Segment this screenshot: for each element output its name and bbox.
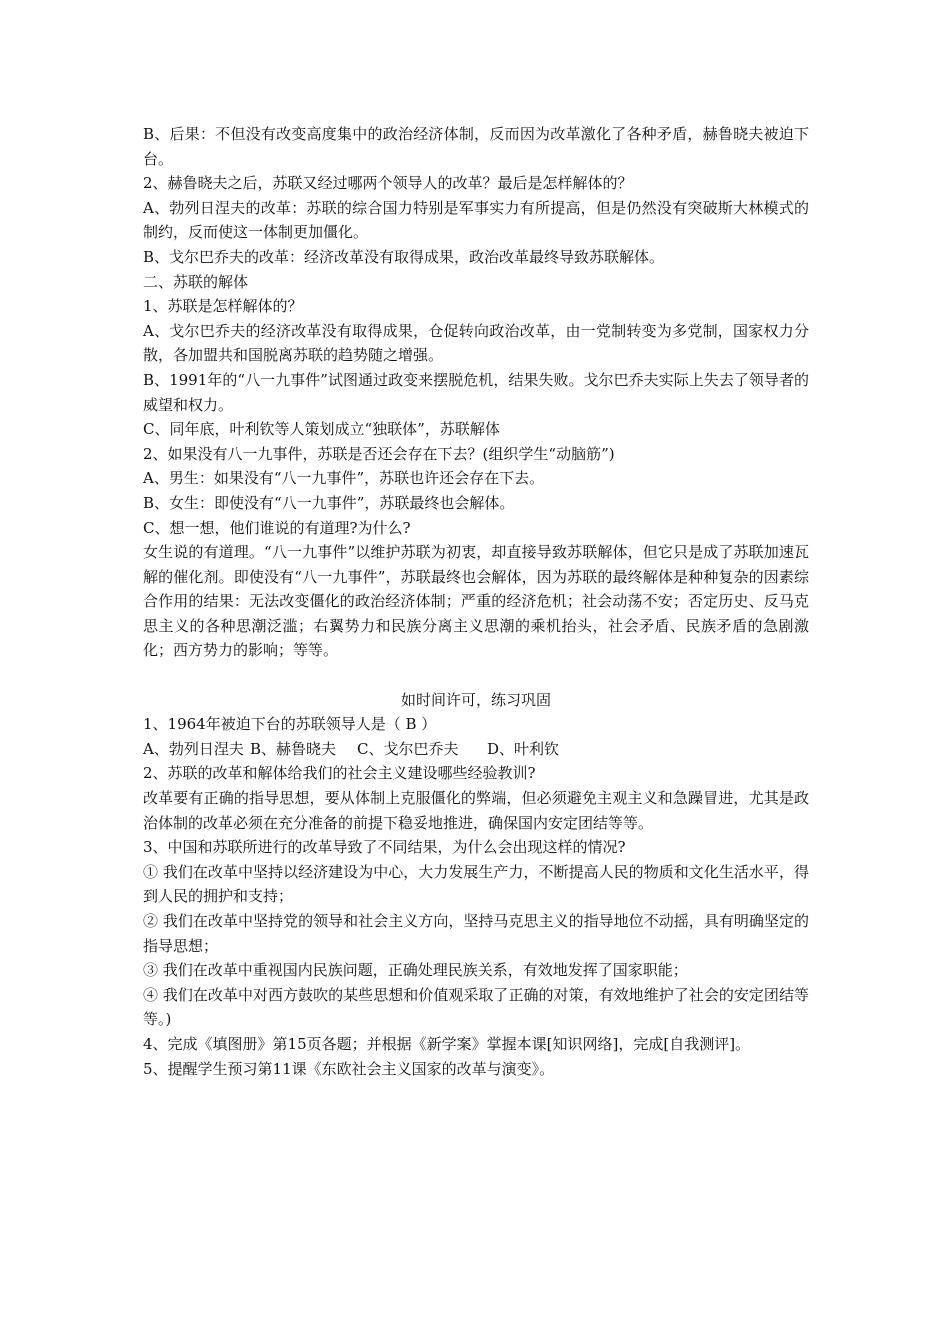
practice-task-5: 5、提醒学生预习第11课《东欧社会主义国家的改革与演变》。 (143, 1059, 555, 1078)
option-c: C、戈尔巴乔夫 (357, 739, 459, 758)
question-1-options (143, 737, 809, 762)
practice-task-4: 4、完成《填图册》第15页各题；并根据《新学案》掌握本课[知识网络]，完成[自我测评]。 (143, 1034, 751, 1053)
option-d: D、叶利钦 (487, 739, 560, 758)
option-b: B、赫鲁晓夫 (250, 739, 337, 758)
practice-answer-3-item-4: ④ 我们在改革中对西方鼓吹的某些思想和价值观采取了正确的对策，有效地维护了社会的安定团结等等。) (143, 985, 809, 1029)
answer-boys: A、男生：如果没有“八一九事件”，苏联也许还会存在下去。 (143, 469, 545, 488)
answer-a-political-reform: A、戈尔巴乔夫的经济改革没有取得成果，仓促转向政治改革，由一党制转变为多党制，国家权力分散，各加盟共和国脱离苏联的趋势随之增强。 (143, 321, 809, 365)
section-title-practice: 如时间许可，练习巩固 (400, 690, 551, 709)
answer-brezhnev-reform: A、勃列日涅夫的改革：苏联的综合国力特别是军事实力有所提高，但是仍然没有突破斯大林模式的制约，反而使这一体制更加僵化。 (143, 198, 809, 242)
answer-girls: B、女生：即使没有“八一九事件”，苏联最终也会解体。 (143, 493, 515, 512)
practice-answer-3-item-3: ③ 我们在改革中重视国内民族问题，正确处理民族关系，有效地发挥了国家职能； (143, 961, 688, 980)
question-how-dissolved: 1、苏联是怎样解体的？ (143, 297, 303, 316)
answer-gorbachev-reform: B、戈尔巴乔夫的改革：经济改革没有取得成果，政治改革最终导致苏联解体。 (143, 247, 665, 266)
paragraph-conclusion: 女生说的有道理。“八一九事件”以维护苏联为初衷，却直接导致苏联解体，但它只是成了苏联加速瓦解的催化剂。即使没有“八一九事件”，苏联最终也会解体，因为苏联的最终解体是种种复杂的因素综合作用的结果：无法改变僵化的政治经济体制；严重的经济危机；社会动荡不安；否定历史、反马克思主义的各种思潮泛滥；右翼势力和民族分离主义思潮的乘机抬头，社会矛盾、民族矛盾的急剧激化；西方势力的影响；等等。 (143, 543, 809, 660)
practice-answer-2: 改革要有正确的指导思想，要从体制上克服僵化的弊端，但必须避免主观主义和急躁冒进，尤其是政治体制的改革必须在充分准备的前提下稳妥地推进，确保国内安定团结等等。 (143, 789, 809, 832)
question-without-819: 2、如果没有八一九事件，苏联是否还会存在下去？(组织学生“动脑筋”) (143, 444, 615, 463)
answer-b-819-incident: B、1991年的“八一九事件”试图通过政变来摆脱危机，结果失败。戈尔巴乔夫实际上失去了领导者的威望和权力。 (143, 370, 809, 414)
paragraph-consequence: B、后果：不但没有改变高度集中的政治经济体制，反而因为改革激化了各种矛盾，赫鲁晓夫被迫下台。 (143, 125, 809, 168)
question-2-heading: 2、赫鲁晓夫之后，苏联又经过哪两个领导人的改革？最后是怎样解体的？ (143, 174, 633, 193)
option-a: A、勃列日涅夫 (143, 739, 244, 758)
practice-question-2: 2、苏联的改革和解体给我们的社会主义建设哪些经验教训? (143, 764, 536, 783)
question-think: C、想一想，他们谁说的有道理?为什么? (143, 518, 411, 537)
practice-answer-3-item-1: ① 我们在改革中坚持以经济建设为中心，大力发展生产力，不断提高人民的物质和文化生活水平，得到人民的拥护和支持； (143, 862, 809, 906)
spacer (143, 663, 809, 688)
section-heading-dissolution: 二、苏联的解体 (143, 272, 249, 291)
practice-answer-3-item-2: ② 我们在改革中坚持党的领导和社会主义方向，坚持马克思主义的指导地位不动摇，具有明确坚定的指导思想； (143, 912, 809, 955)
answer-c-cis: C、同年底，叶利钦等人策划成立“独联体”，苏联解体 (143, 420, 500, 439)
document-page (143, 122, 809, 1081)
practice-question-1: 1、1964年被迫下台的苏联领导人是（ B ） (143, 715, 437, 734)
practice-question-3: 3、中国和苏联所进行的改革导致了不同结果，为什么会出现这样的情况? (143, 838, 626, 857)
